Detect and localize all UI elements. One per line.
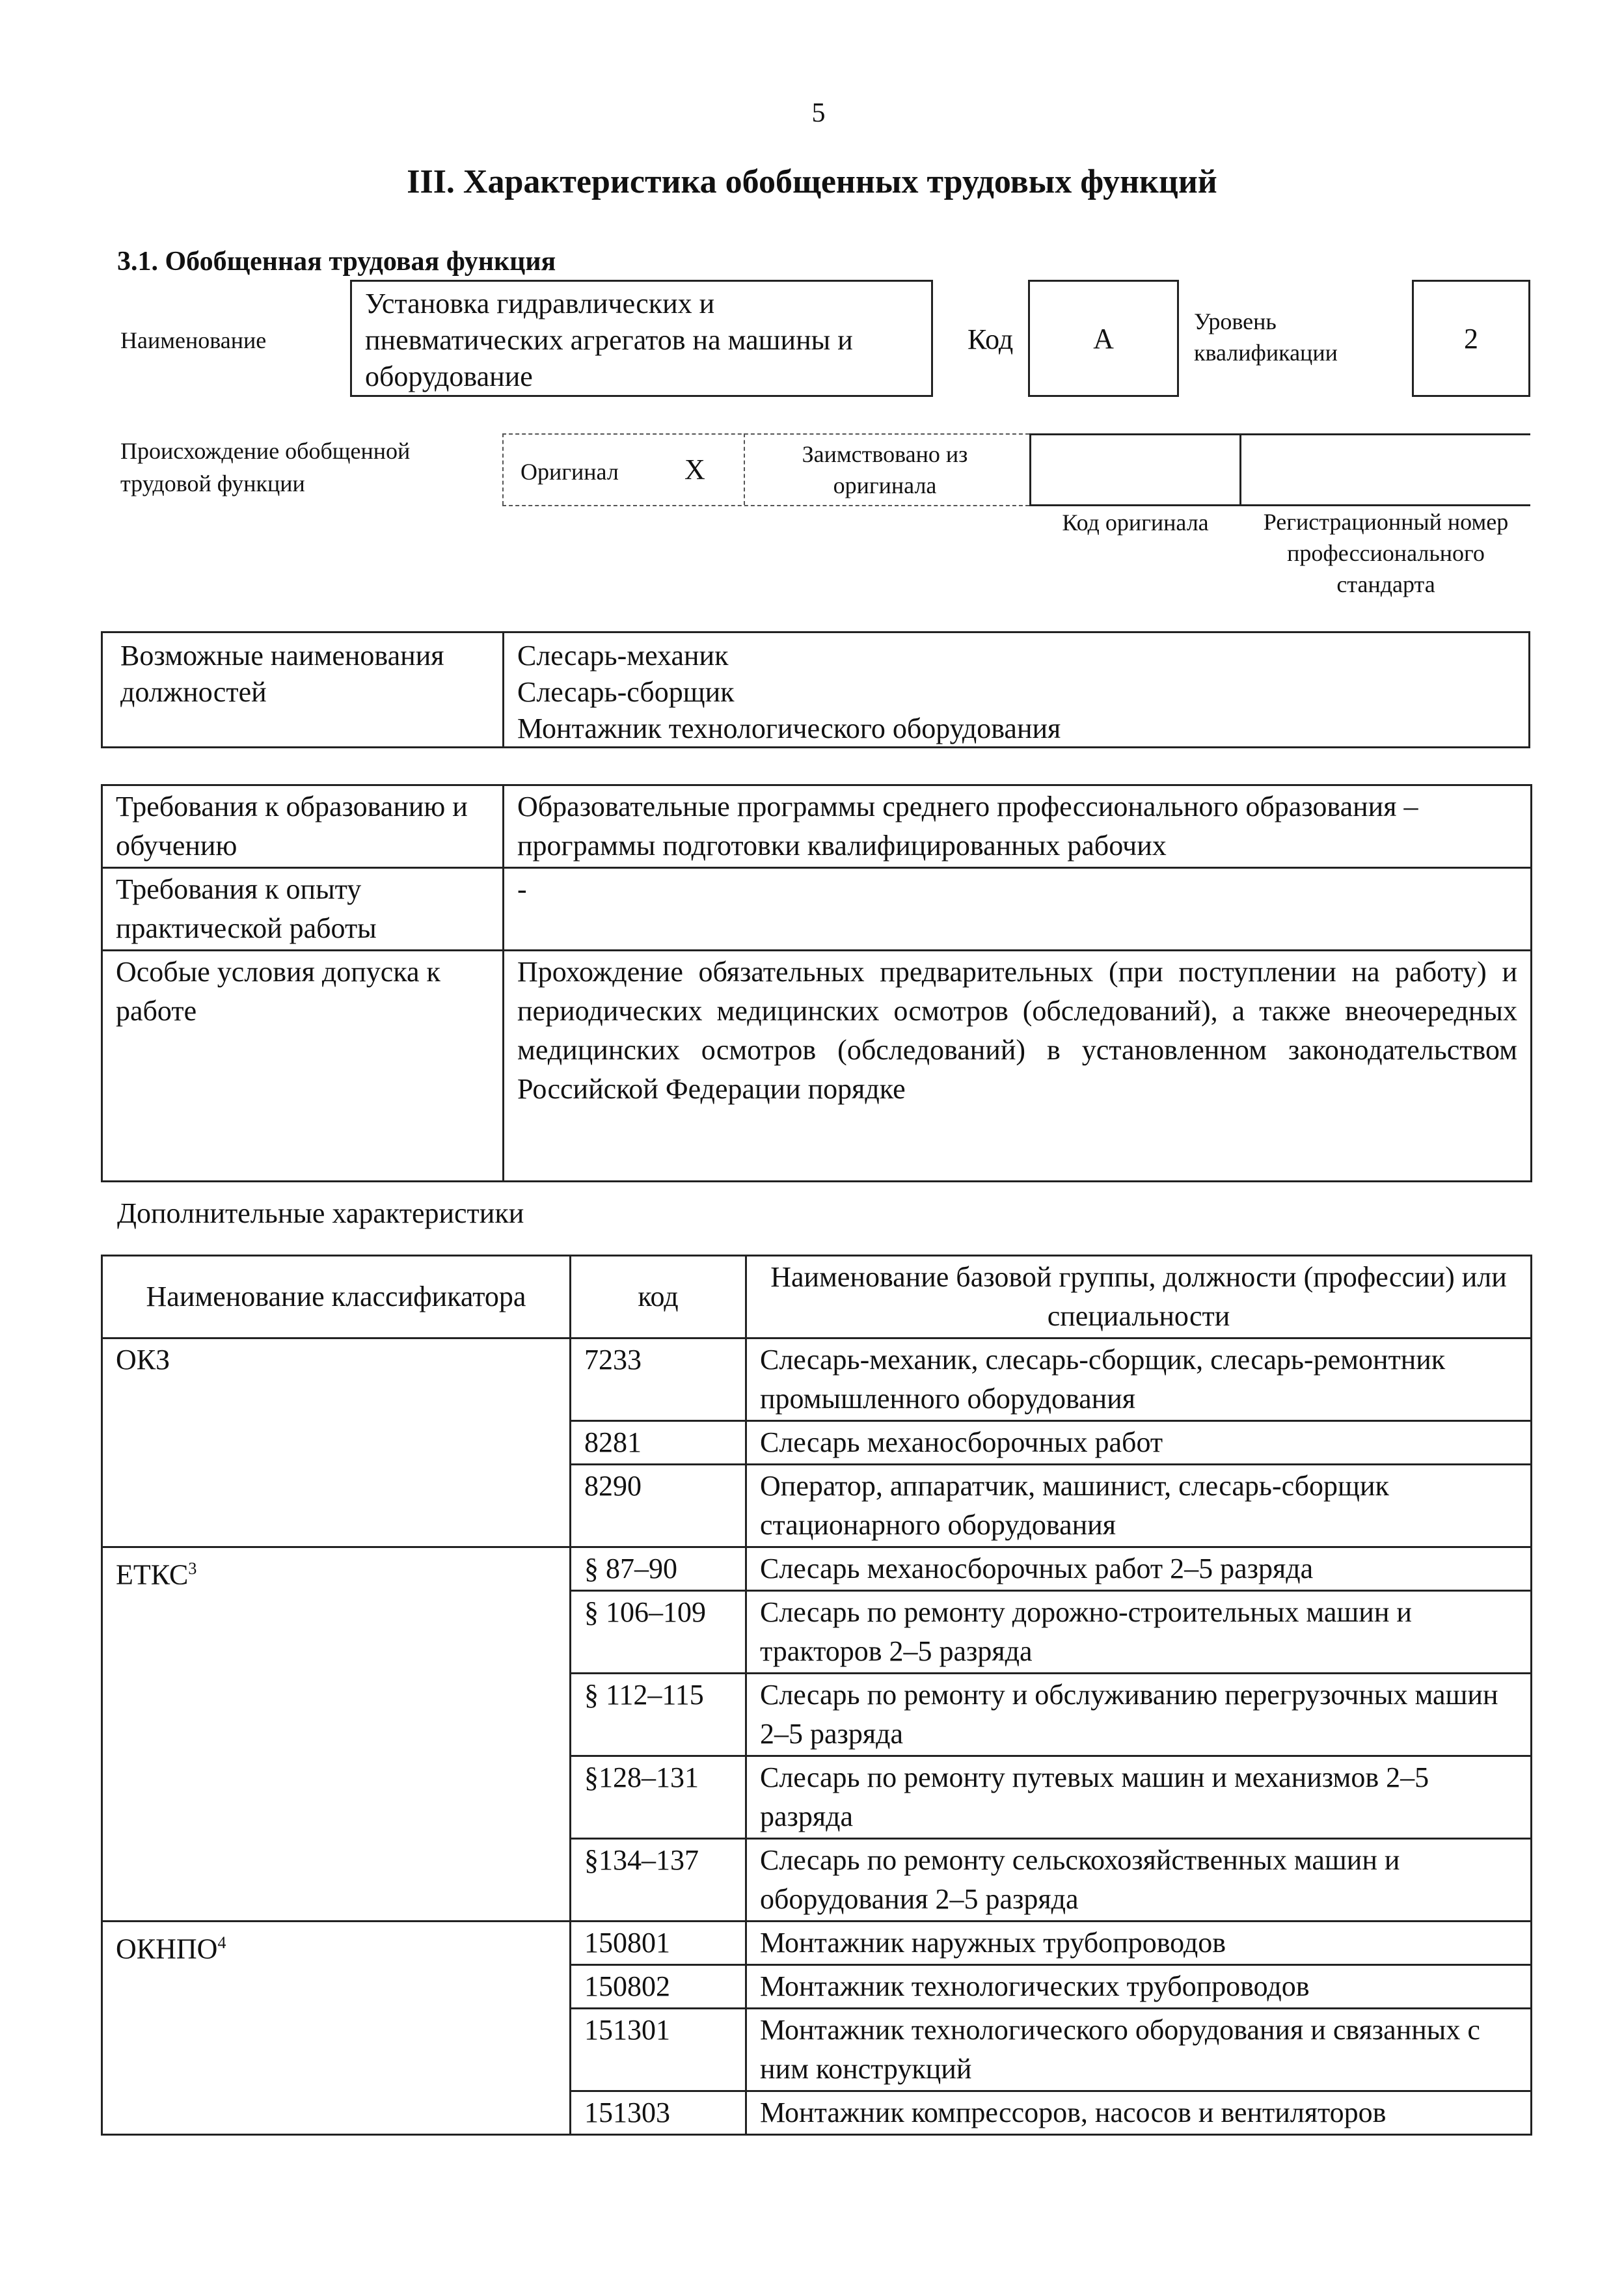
classifier-name: ОКНПО$^4$ xyxy=(102,1922,571,2135)
classifier-desc: Оператор, аппаратчик, машинист, слесарь-сборщик стационарного оборудования xyxy=(746,1465,1532,1547)
classifier-code: 150802 xyxy=(571,1965,746,2009)
table-row xyxy=(102,951,1532,1182)
classifier-desc: Монтажник компрессоров, насосов и вентиляторов xyxy=(746,2091,1532,2135)
classifier-code: 151303 xyxy=(571,2091,746,2135)
table-row xyxy=(102,1338,1532,1421)
requirement-value: Образовательные программы среднего профессионального образования – программы подготовки квалифицированных рабочих xyxy=(504,785,1532,868)
requirement-value: Прохождение обязательных предварительных (при поступлении на работу) и периодических медицинских осмотров (обследований), а также внеочередных медицинских осмотров (обследований) в установленном законодательством Российской Федерации порядке xyxy=(504,951,1532,1182)
classifier-code: § 112–115 xyxy=(571,1674,746,1756)
classifier-code: § 87–90 xyxy=(571,1547,746,1591)
table-row xyxy=(102,1922,1532,1965)
classifier-code: §134–137 xyxy=(571,1839,746,1922)
classifier-desc: Слесарь-механик, слесарь-сборщик, слесарь-ремонтник промышленного оборудования xyxy=(746,1338,1532,1421)
section-heading: 3.1. Обобщенная трудовая функция xyxy=(117,247,556,277)
origin-label: Происхождение обобщенной трудовой функции xyxy=(120,438,411,496)
level-value: 2 xyxy=(1412,280,1530,397)
positions-label: Возможные наименования должностей xyxy=(120,640,444,708)
page-number: 5 xyxy=(811,98,826,128)
classifier-desc: Слесарь механосборочных работ 2–5 разряда xyxy=(746,1547,1532,1591)
positions-list xyxy=(517,638,1513,747)
classifier-table xyxy=(101,1255,1532,2136)
name-label: Наименование xyxy=(120,327,267,353)
origin-divider xyxy=(744,433,745,505)
name-value: Установка гидравлических и пневматических агрегатов на машины и оборудование xyxy=(350,280,933,397)
position-item: Слесарь-сборщик xyxy=(517,676,735,708)
code-label: Код xyxy=(968,323,1014,355)
classifier-code: §128–131 xyxy=(571,1756,746,1839)
classifier-desc: Слесарь по ремонту и обслуживанию перегрузочных машин 2–5 разряда xyxy=(746,1674,1532,1756)
classifier-code: 8290 xyxy=(571,1465,746,1547)
code-value: А xyxy=(1028,280,1179,397)
origin-bottom-border xyxy=(502,505,1029,506)
requirement-label: Особые условия допуска к работе xyxy=(102,951,504,1182)
classifier-code: 151301 xyxy=(571,2009,746,2091)
original-mark: Х xyxy=(684,454,705,485)
level-label: Уровень квалификации xyxy=(1194,308,1338,366)
original-label: Оригинал xyxy=(521,459,619,485)
table-row xyxy=(102,868,1532,951)
classifier-code: 7233 xyxy=(571,1338,746,1421)
classifier-desc: Монтажник технологических трубопроводов xyxy=(746,1965,1532,2009)
classifier-code: 8281 xyxy=(571,1421,746,1465)
classifier-desc: Слесарь механосборочных работ xyxy=(746,1421,1532,1465)
classifier-name: ОКЗ xyxy=(102,1338,571,1547)
origin-top-border xyxy=(502,433,1029,435)
classifier-name: ЕТКС$^3$ xyxy=(102,1547,571,1922)
positions-divider xyxy=(502,631,504,748)
classifier-desc: Слесарь по ремонту сельскохозяйственных машин и оборудования 2–5 разряда xyxy=(746,1839,1532,1922)
position-item: Монтажник технологического оборудования xyxy=(517,713,1061,744)
classifier-desc: Слесарь по ремонту путевых машин и механизмов 2–5 разряда xyxy=(746,1756,1532,1839)
code-original-caption: Код оригинала xyxy=(1062,509,1209,536)
requirement-label: Требования к опыту практической работы xyxy=(102,868,504,951)
classifier-desc: Слесарь по ремонту дорожно-строительных машин и тракторов 2–5 разряда xyxy=(746,1591,1532,1674)
footnote-ref: 3 xyxy=(188,1559,197,1578)
footnote-ref: 4 xyxy=(217,1933,226,1952)
requirement-value: - xyxy=(504,868,1532,951)
origin-left-border xyxy=(502,433,504,505)
borrowed-label: Заимствовано из оригинала xyxy=(802,441,968,498)
header-code: код xyxy=(571,1256,746,1338)
table-row xyxy=(102,785,1532,868)
requirement-label: Требования к образованию и обучению xyxy=(102,785,504,868)
classifier-desc: Монтажник технологического оборудования и связанных с ним конструкций xyxy=(746,2009,1532,2091)
header-description: Наименование базовой группы, должности (профессии) или специальности xyxy=(746,1256,1532,1338)
reg-number-caption: Регистрационный номер профессионального стандарта xyxy=(1263,509,1509,597)
requirements-table xyxy=(101,784,1532,1182)
classifier-code: § 106–109 xyxy=(571,1591,746,1674)
page-title: III. Характеристика обобщенных трудовых функций xyxy=(407,163,1217,200)
reg-number-box xyxy=(1239,433,1530,506)
table-row xyxy=(102,1547,1532,1591)
position-item: Слесарь-механик xyxy=(517,640,729,672)
classifier-desc: Монтажник наружных трубопроводов xyxy=(746,1922,1532,1965)
table-header-row xyxy=(102,1256,1532,1338)
code-original-box xyxy=(1029,433,1241,506)
extra-title: Дополнительные характеристики xyxy=(117,1197,524,1229)
classifier-code: 150801 xyxy=(571,1922,746,1965)
header-classifier: Наименование классификатора xyxy=(102,1256,571,1338)
